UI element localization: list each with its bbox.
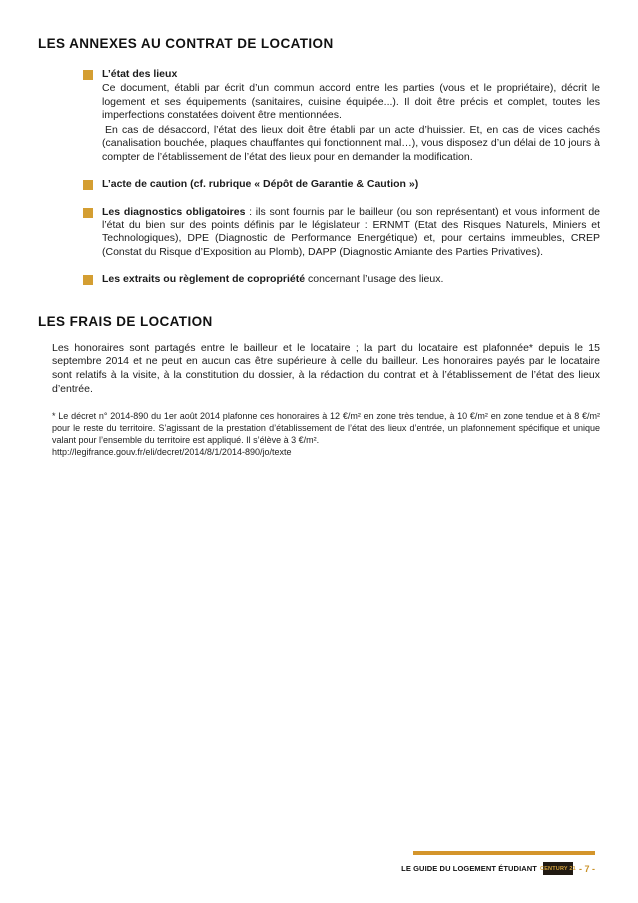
section-frais <box>38 314 600 459</box>
annexes-bullet-list <box>38 68 600 287</box>
bullet-rest-text: concernant l’usage des lieux. <box>305 273 444 286</box>
footnote-text: * Le décret n° 2014-890 du 1er août 2014 plafonne ces honoraires à 12 €/m² en zone très tendue, à 10 €/m² en zone tendue et à 8 €/m² pour le reste du territoire. S’agissant de la prestation d’établissement de l’état des lieux d’entrée, un plafonnement spécifique et unique valant pour l’ensemble du territoire est appliqué. Il s’élève à 3 €/m². <box>52 411 600 445</box>
section-title-annexes: LES ANNEXES AU CONTRAT DE LOCATION <box>38 36 334 51</box>
footer-row <box>401 862 595 875</box>
bullet-title: L’état des lieux <box>102 68 178 80</box>
bullet-square-icon <box>83 180 93 190</box>
section-title-frais: LES FRAIS DE LOCATION <box>38 313 213 329</box>
bullet-content <box>102 178 600 191</box>
bullet-item-copropriete <box>83 273 600 286</box>
bullet-content <box>102 68 600 164</box>
bullet-lead-text: L’acte de caution (cf. rubrique « Dépôt de Garantie & Caution ») <box>102 178 419 191</box>
bullet-square-icon <box>83 275 93 285</box>
bullet-lead-text: Les extraits ou règlement de copropriété <box>102 273 306 286</box>
page-footer <box>401 851 595 875</box>
bullet-item-etat-des-lieux <box>83 68 600 164</box>
bullet-rest-text: : ils sont fournis par le bailleur (ou son représentant) et vous informent de l’état du bien sur des points définis par le législateur : ERNMT (Etat des Risques Naturels, Miniers et Technologiques), DPE (Diagnostic de Performance Energétique) et, pour certains immeubles, CREP (Constat du Risque d’Exposition au Plomb), DAPP (Diagnostic Amiante des Parties Privatives). <box>102 205 601 258</box>
footnote <box>52 411 600 459</box>
footer-rule <box>413 851 595 855</box>
bullet-square-icon <box>83 208 93 218</box>
frais-paragraph: Les honoraires sont partagés entre le bailleur et le locataire ; la part du locataire est plafonnée* depuis le 15 septembre 2014 et ne peut en aucun cas être supérieure à celle du bailleur. Les honoraires payés par le locataire sont relatifs à la visite, à la constitution du dossier, à la rédaction du contrat et à l’établissement de l’état des lieux d’entrée. <box>52 341 600 395</box>
footer-guide-title: LE GUIDE DU LOGEMENT ÉTUDIANT <box>401 864 537 873</box>
bullet-item-acte-de-caution <box>83 178 600 191</box>
paragraph: En cas de désaccord, l’état des lieux doit être établi par un acte d’huissier. Et, en cas de vices cachés (canalisation bouchée, plaques chauffantes qui fonctionnent mal…), vous disposez d’un délai de 10 jours à compter de l’établissement de l’état des lieux pour en demander la modification. <box>102 123 600 163</box>
bullet-content <box>102 206 600 260</box>
bullet-lead-text: Les diagnostics obligatoires <box>102 205 246 218</box>
bullet-content <box>102 273 600 286</box>
page-number: - 7 - <box>578 863 595 874</box>
legifrance-link[interactable]: http://legifrance.gouv.fr/eli/decret/2014/8/1/2014-890/jo/texte <box>52 447 292 458</box>
bullet-item-diagnostics <box>83 206 600 260</box>
bullet-square-icon <box>83 70 93 80</box>
page-content <box>38 36 600 459</box>
paragraph: Ce document, établi par écrit d’un commun accord entre les parties (vous et le propriétaire), décrit le logement et ses équipements (sanitaires, cuisine équipée...). Il doit être précis et complet, toutes les imperfections constatées doivent être mentionnées. <box>102 82 600 122</box>
century21-logo: CENTURY 21 <box>543 862 573 875</box>
